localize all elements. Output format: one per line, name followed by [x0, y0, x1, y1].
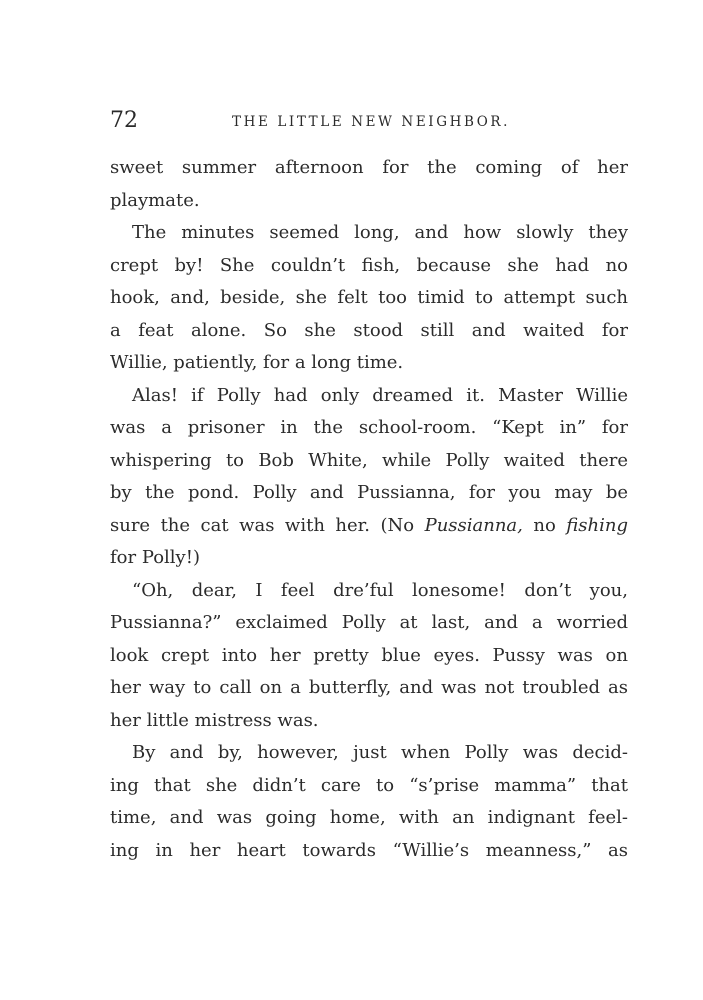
- text-line: look crept into her pretty blue eyes. Pussy was on: [110, 644, 628, 666]
- text-line: ing in her heart towards “Willie’s meanness,” as: [110, 839, 628, 861]
- text-line: was a prisoner in the school-room. “Kept in” for: [110, 417, 628, 438]
- text-line: ing that she didn’t care to “s’prise mamma” that: [110, 774, 628, 796]
- running-head: THE LITTLE NEW NEIGHBOR.: [232, 114, 511, 130]
- text-line: for Polly!): [110, 547, 200, 568]
- text-line: sweet summer afternoon for the coming of her: [110, 157, 628, 178]
- text-line: a feat alone. So she stood still and waited for: [110, 319, 628, 341]
- text-line: whispering to Bob White, while Polly waited there: [110, 449, 628, 471]
- text-line: crept by! She couldn’t fish, because she had no: [110, 254, 628, 276]
- text-line: her little mistress was.: [110, 709, 319, 731]
- body-text: [110, 152, 628, 867]
- text-line: Pussianna?” exclaimed Polly at last, and a worried: [110, 612, 628, 633]
- text-line: The minutes seemed long, and how slowly they: [132, 222, 628, 243]
- text-line: playmate.: [110, 189, 200, 211]
- text-line: Willie, patiently, for a long time.: [110, 352, 404, 373]
- text-line: her way to call on a butterfly, and was not troubled as: [110, 677, 628, 698]
- text-line: [110, 510, 628, 543]
- text-line: time, and was going home, with an indignant feel-: [110, 807, 628, 828]
- page-header: [110, 108, 628, 134]
- text-line: By and by, however, just when Polly was decid-: [132, 742, 628, 763]
- text-line: hook, and, beside, she felt too timid to attempt such: [110, 287, 628, 308]
- page-number: 72: [110, 108, 138, 133]
- text-line: Alas! if Polly had only dreamed it. Master Willie: [132, 384, 628, 406]
- text-line: “Oh, dear, I feel dre’ful lonesome! don’t you,: [132, 579, 628, 601]
- text-line: by the pond. Polly and Pussianna, for you may be: [110, 482, 628, 503]
- text-fragment: no: [522, 514, 567, 536]
- text-fragment: sure the cat was with her. (No: [110, 514, 425, 536]
- italic-text: Pussianna,: [424, 514, 523, 536]
- italic-text: fishing: [566, 514, 629, 536]
